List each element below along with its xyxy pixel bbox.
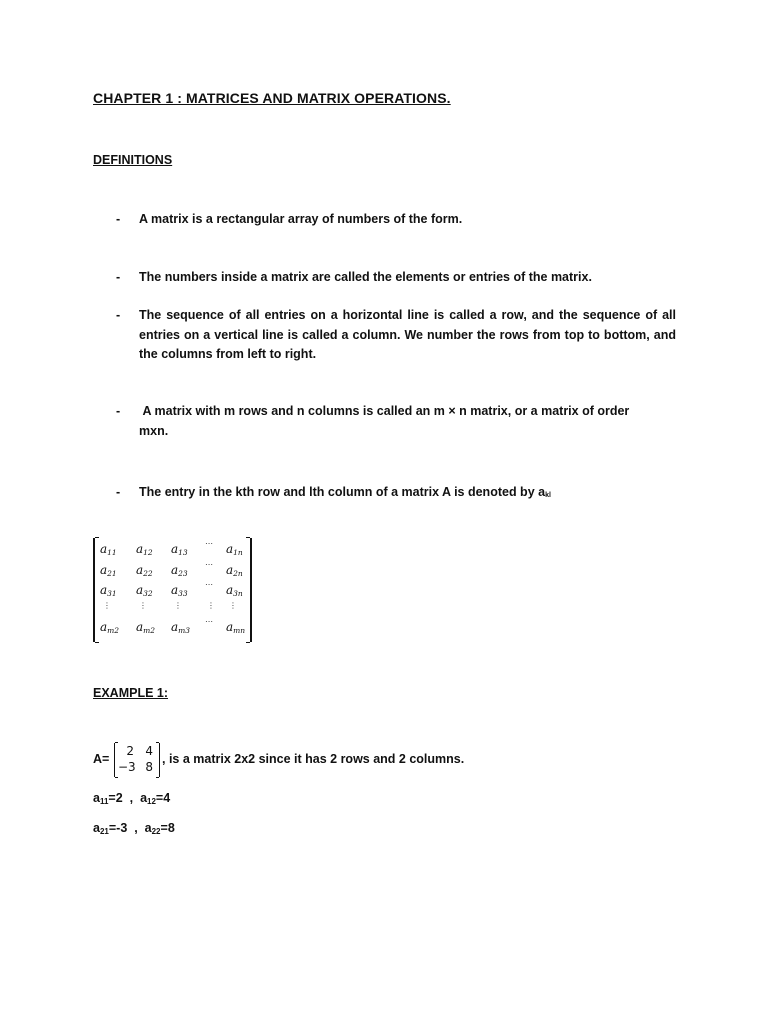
definitions-heading: DEFINITIONS: [93, 153, 173, 167]
element-value: =2: [108, 791, 123, 805]
entry-base: a: [226, 542, 234, 556]
definition-item: [116, 483, 676, 506]
entry-index: 31: [107, 589, 117, 598]
bullet-dash: -: [116, 270, 121, 284]
matrix-entry: [226, 542, 243, 557]
entry-base: a: [100, 563, 108, 577]
element-base: a: [140, 791, 148, 805]
matrix-entry: [226, 563, 243, 578]
definition-text: [139, 483, 676, 506]
matrix-entry: [136, 542, 153, 557]
element-base: a: [93, 791, 100, 805]
entry-index: m2: [143, 626, 156, 635]
matrix-entry: [136, 620, 155, 635]
element-value: =8: [160, 821, 175, 835]
chapter-title: CHAPTER 1 : MATRICES AND MATRIX OPERATIONS.: [93, 90, 451, 106]
entry-base: a: [100, 583, 108, 597]
element-line: [93, 821, 175, 836]
entry-index: 23: [178, 569, 188, 578]
matrix-a-description: , is a matrix 2x2 since it has 2 rows and 2 columns.: [162, 752, 465, 766]
ellipsis-dots: ⋮: [207, 601, 215, 610]
entry-index: mn: [233, 626, 246, 635]
matrix-entry: [171, 563, 188, 578]
entry-base: a: [100, 620, 108, 634]
entry-index: 21: [107, 569, 117, 578]
element-value: =-3: [108, 821, 128, 835]
bullet-dash: -: [116, 404, 121, 418]
ellipsis-dots: ⋯: [205, 539, 213, 548]
entry-index: 3n: [233, 589, 243, 598]
definition-item: [116, 306, 676, 365]
definition-item: [116, 210, 676, 230]
definition-text: A matrix with m rows and n columns is called an m × n matrix, or a matrix of order mxn.: [139, 404, 633, 438]
matrix-entry: [226, 583, 243, 598]
entry-subscript: kl: [545, 492, 551, 499]
matrix-entry: [136, 563, 153, 578]
matrix-entry: [100, 583, 117, 598]
ellipsis-dots: ⋮: [139, 601, 147, 610]
example-matrix-entry: 2: [126, 744, 134, 758]
example-matrix-entry: 4: [145, 744, 153, 758]
matrix-entry: [100, 563, 117, 578]
entry-base: a: [136, 620, 144, 634]
matrix-entry: [171, 583, 188, 598]
entry-index: 11: [107, 548, 117, 557]
matrix-entry: [171, 620, 190, 635]
entry-index: 32: [143, 589, 153, 598]
definition-text: A matrix is a rectangular array of numbers of the form.: [139, 212, 463, 226]
matrix-entry: [226, 620, 245, 635]
matrix-entry: [171, 542, 188, 557]
entry-index: 13: [178, 548, 188, 557]
bullet-dash: -: [116, 212, 121, 226]
element-separator: ,: [127, 821, 145, 835]
definition-text: The sequence of all entries on a horizontal line is called a row, and the sequence of all entries on a vertical line is called a column. We number the rows from top to bottom, and the columns from left to right.: [139, 308, 676, 361]
entry-base: a: [136, 563, 144, 577]
bullet-dash: -: [116, 485, 121, 499]
entry-base: a: [136, 583, 144, 597]
entry-index: 12: [143, 548, 153, 557]
example-matrix: [114, 743, 160, 777]
bullet-dash: -: [116, 308, 121, 322]
example-matrix-entry: 8: [145, 760, 153, 774]
ellipsis-dots: ⋮: [103, 601, 111, 610]
entry-base: a: [136, 542, 144, 556]
entry-base: a: [226, 583, 234, 597]
entry-index: m2: [107, 626, 120, 635]
entry-index: m3: [178, 626, 191, 635]
element-index: 22: [151, 827, 161, 836]
matrix-entry: [100, 620, 119, 635]
entry-index: 33: [178, 589, 188, 598]
entry-base: a: [100, 542, 108, 556]
general-matrix: [93, 538, 252, 642]
entry-base: a: [171, 542, 179, 556]
entry-index: 2n: [233, 569, 243, 578]
example-heading: EXAMPLE 1:: [93, 686, 169, 700]
element-value: =4: [155, 791, 171, 805]
ellipsis-dots: ⋮: [174, 601, 182, 610]
entry-sentence: The entry in the kth row and lth column of a matrix A is denoted by a: [139, 485, 546, 499]
example-matrix-entry: −3: [118, 760, 136, 774]
ellipsis-dots: ⋯: [205, 580, 213, 589]
entry-base: a: [171, 620, 179, 634]
element-index: 11: [99, 797, 109, 806]
element-line: [93, 791, 170, 806]
definition-item: [116, 402, 661, 441]
element-base: a: [144, 821, 152, 835]
ellipsis-dots: ⋯: [205, 560, 213, 569]
entry-index: 1n: [233, 548, 243, 557]
matrix-a-prefix: A=: [93, 752, 110, 766]
entry-base: a: [171, 583, 179, 597]
entry-base: a: [171, 563, 179, 577]
element-index: 12: [147, 797, 156, 806]
entry-base: a: [226, 620, 234, 634]
matrix-entry: [136, 583, 153, 598]
definition-item: [116, 268, 676, 288]
element-index: 21: [99, 827, 109, 836]
definition-text: The numbers inside a matrix are called the elements or entries of the matrix.: [139, 270, 592, 284]
ellipsis-dots: ⋮: [229, 601, 237, 610]
matrix-entry: [100, 542, 117, 557]
entry-index: 22: [143, 569, 153, 578]
ellipsis-dots: ⋯: [205, 617, 213, 626]
element-base: a: [93, 821, 100, 835]
entry-base: a: [226, 563, 234, 577]
element-separator: ,: [122, 791, 141, 805]
